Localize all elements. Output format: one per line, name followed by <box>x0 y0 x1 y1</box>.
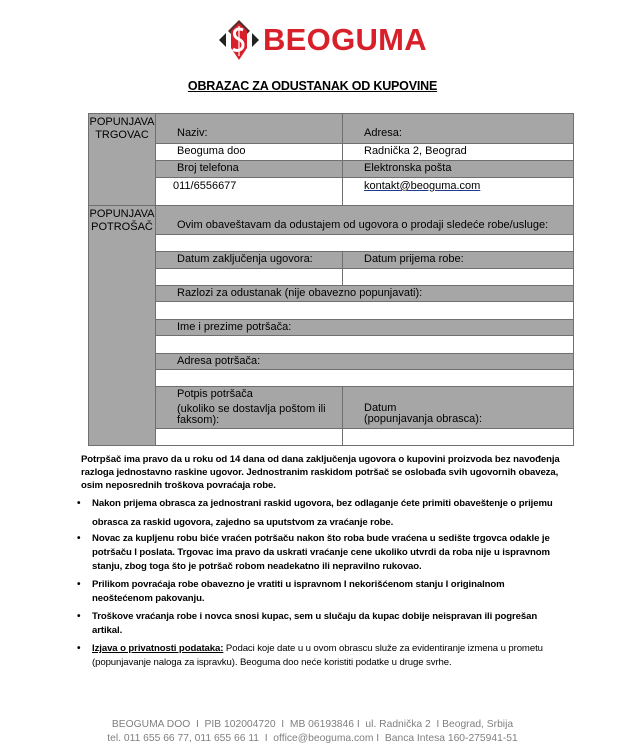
privacy-heading: Izjava o privatnosti podataka: <box>92 643 224 654</box>
terms-item: • Nakon prijema obrasca za jednostrani raskid ugovora, bez odlaganje ćete primiti obaveštenje o prijemu obrasca za raskid ugovora, zajedno sa uputstvom za vraćanje robe. <box>76 494 566 532</box>
consumer-address-label-cell <box>156 354 573 369</box>
consumer-section-label: POPUNJAVA POTROŠAČ <box>89 206 156 445</box>
company-logo <box>218 18 427 62</box>
footer-company-info: BEOGUMA DOO I PIB 102004720 I MB 06193846 I ul. Radnička 2 I Beograd, Srbija <box>111 719 514 730</box>
signature-label: Potpis potršača <box>177 388 253 400</box>
withdrawal-rights-notice: Potrpšač ima pravo da u roku od 14 dana od dana zaključenja ugovora o kupovini proizvoda bez navođenja razloga jednostavno raskine ugovor. Jednostranim raskidom potršač se oslobađa svih ugovornih obaveza, osim neposrednih troškova povraćaja robe. <box>81 454 560 492</box>
goods-services-field[interactable] <box>156 235 573 251</box>
terms-item: • Troškove vraćanja robe i novca snosi kupac, sem u slučaju da kupac dobije neispravan ili pogrešan artikal. <box>76 610 566 638</box>
contract-date-field[interactable] <box>156 269 342 285</box>
email-label: Elektronska pošta <box>364 162 452 174</box>
full-name-field[interactable] <box>156 336 573 353</box>
email-label-cell <box>342 161 573 177</box>
full-name-label: Ime i prezime potršača: <box>177 321 292 333</box>
beoguma-s-diamond-logo-icon <box>218 18 260 62</box>
address-label-cell <box>342 114 573 143</box>
email-field[interactable] <box>342 178 573 205</box>
page-title: OBRAZAC ZA ODUSTANAK OD KUPOVINE <box>187 79 438 93</box>
fill-date-label-cell <box>342 387 573 428</box>
company-footer <box>0 718 625 746</box>
withdrawal-statement-label-cell <box>156 206 573 234</box>
reasons-label-cell <box>156 286 573 301</box>
merchant-section-label: POPUNJAVA TRGOVAC <box>89 114 156 205</box>
fill-date-field[interactable] <box>342 429 573 445</box>
terms-item: • Prilikom povraćaja robe obavezno je vratiti u ispravnom I nekorišćenom stanju I originalnom neoštećenom pakovanju. <box>76 578 566 606</box>
receipt-date-field[interactable] <box>342 269 573 285</box>
signature-hint: (ukoliko se dostavlja poštom ili faksom): <box>177 403 326 426</box>
withdrawal-form-table <box>88 113 574 446</box>
withdrawal-statement-label: Ovim obaveštavam da odustajem od ugovora o prodaji sledeće robe/usluge: <box>177 219 549 231</box>
address-label: Adresa: <box>364 127 402 139</box>
reasons-field[interactable] <box>156 302 573 319</box>
name-field[interactable] <box>156 144 342 160</box>
email-link[interactable]: kontakt@beoguma.com <box>364 180 481 192</box>
terms-list <box>76 494 566 674</box>
phone-label: Broj telefona <box>177 162 239 174</box>
phone-value: 011/6556677 <box>173 180 237 192</box>
address-field[interactable] <box>342 144 573 160</box>
receipt-date-label: Datum prijema robe: <box>364 253 464 265</box>
receipt-date-label-cell <box>342 252 573 268</box>
signature-field[interactable] <box>156 429 342 445</box>
consumer-address-field[interactable] <box>156 370 573 386</box>
fill-date-label: Datum <box>364 402 397 414</box>
name-label: Naziv: <box>177 127 208 139</box>
contract-date-label-cell <box>156 252 342 268</box>
brand-name: BEOGUMA <box>263 22 427 57</box>
consumer-address-label: Adresa potršača: <box>177 355 261 367</box>
signature-label-cell <box>156 387 342 428</box>
full-name-label-cell <box>156 320 573 335</box>
phone-label-cell <box>156 161 342 177</box>
contract-date-label: Datum zaključenja ugovora: <box>177 253 313 265</box>
footer-contact-info: tel. 011 655 66 77, 011 655 66 11 I office@beoguma.com I Banca Intesa 160-275941-51 <box>107 733 518 744</box>
name-label-cell <box>156 114 342 143</box>
reasons-label: Razlozi za odustanak (nije obavezno popunjavati): <box>177 287 423 299</box>
consumer-section <box>89 205 573 445</box>
name-value: Beoguma doo <box>177 145 246 157</box>
merchant-section <box>89 114 573 205</box>
privacy-text: Podaci koje date u u ovom obrascu služe za evidentiranje izmena u prometu (popunjavanje naloga za ispravku). Beoguma doo neće koristiti podatke u druge svrhe. <box>92 643 543 668</box>
address-value: Radnička 2, Beograd <box>364 145 467 157</box>
phone-field[interactable] <box>156 178 342 205</box>
privacy-statement <box>76 642 566 670</box>
terms-item: • Novac za kupljenu robu biće vraćen potršaču nakon što roba bude vraćena u sedište trgovca odakle je potršaču I poslata. Trgovac ima pravo da uskrati vraćanje cene ukoliko utvrdi da roba nije u ispravnom stanju, zbog toga što je potršač robom neadekatno ili nepravilno rukovao. <box>76 532 566 574</box>
fill-date-hint: (popunjavanja obrasca): <box>364 413 483 425</box>
